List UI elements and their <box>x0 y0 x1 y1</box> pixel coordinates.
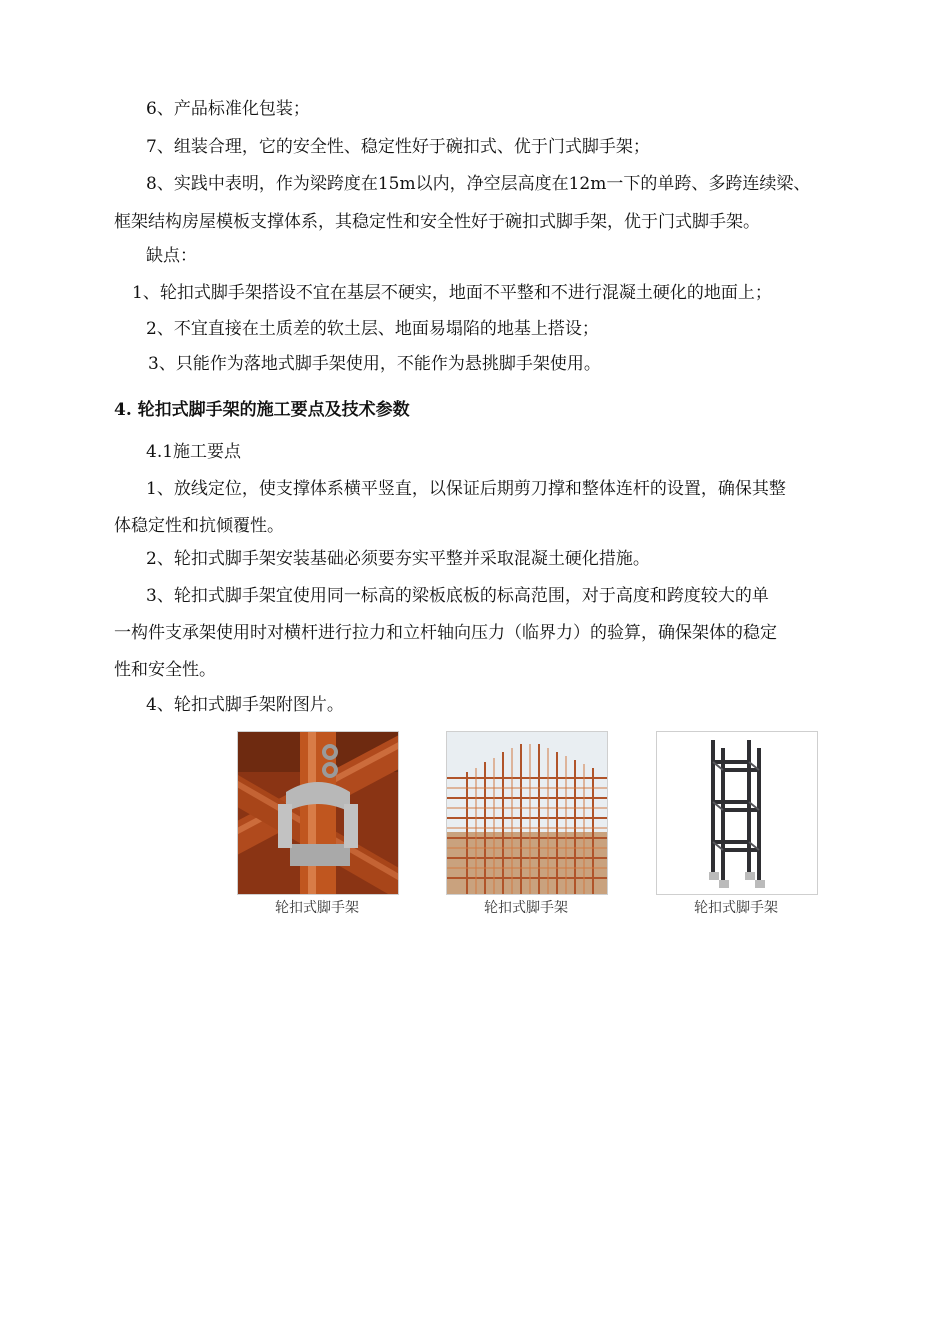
para-point-3-line3: 性和安全性。 <box>114 660 216 680</box>
para-con-2: 2、不宜直接在土质差的软土层、地面易塌陷的地基上搭设； <box>146 319 599 339</box>
para-point-3-line2: 一构件支承架使用时对横杆进行拉力和立杆轴向压力（临界力）的验算，确保架体的稳定 <box>114 623 777 643</box>
para-point-2: 2、轮扣式脚手架安装基础必须要夯实平整并采取混凝土硬化措施。 <box>146 549 650 569</box>
cons-title: 缺点： <box>146 246 197 266</box>
figure-1-coupler-photo <box>237 731 399 895</box>
section-heading: 4. 轮扣式脚手架的施工要点及技术参数 <box>114 400 410 420</box>
figure-3-caption: 轮扣式脚手架 <box>694 900 778 916</box>
figure-2-scaffold-photo <box>446 731 608 895</box>
para-con-3: 3、只能作为落地式脚手架使用，不能作为悬挑脚手架使用。 <box>148 354 601 374</box>
para-advantage-8-line2: 框架结构房屋模板支撑体系，其稳定性和安全性好于碗扣式脚手架，优于门式脚手架。 <box>114 212 760 232</box>
subsection-heading: 4.1施工要点 <box>146 442 242 462</box>
para-advantage-7: 7、组装合理，它的安全性、稳定性好于碗扣式、优于门式脚手架； <box>146 137 650 157</box>
para-point-1-line1: 1、放线定位，使支撑体系横平竖直，以保证后期剪刀撑和整体连杆的设置，确保其整 <box>146 479 786 499</box>
para-point-3-line1: 3、轮扣式脚手架宜使用同一标高的梁板底板的标高范围，对于高度和跨度较大的单 <box>146 586 769 606</box>
figure-2-caption: 轮扣式脚手架 <box>484 900 568 916</box>
para-con-1: 1、轮扣式脚手架搭设不宜在基层不硬实，地面不平整和不进行混凝土硬化的地面上； <box>132 283 772 303</box>
figure-1-caption: 轮扣式脚手架 <box>275 900 359 916</box>
para-point-4: 4、轮扣式脚手架附图片。 <box>146 695 344 715</box>
para-advantage-8-line1: 8、实践中表明，作为梁跨度在15m以内，净空层高度在12m一下的单跨、多跨连续梁、 <box>146 174 811 194</box>
para-advantage-6: 6、产品标准化包装； <box>146 99 310 119</box>
para-point-1-line2: 体稳定性和抗倾覆性。 <box>114 516 284 536</box>
figure-3-frame-photo <box>656 731 818 895</box>
